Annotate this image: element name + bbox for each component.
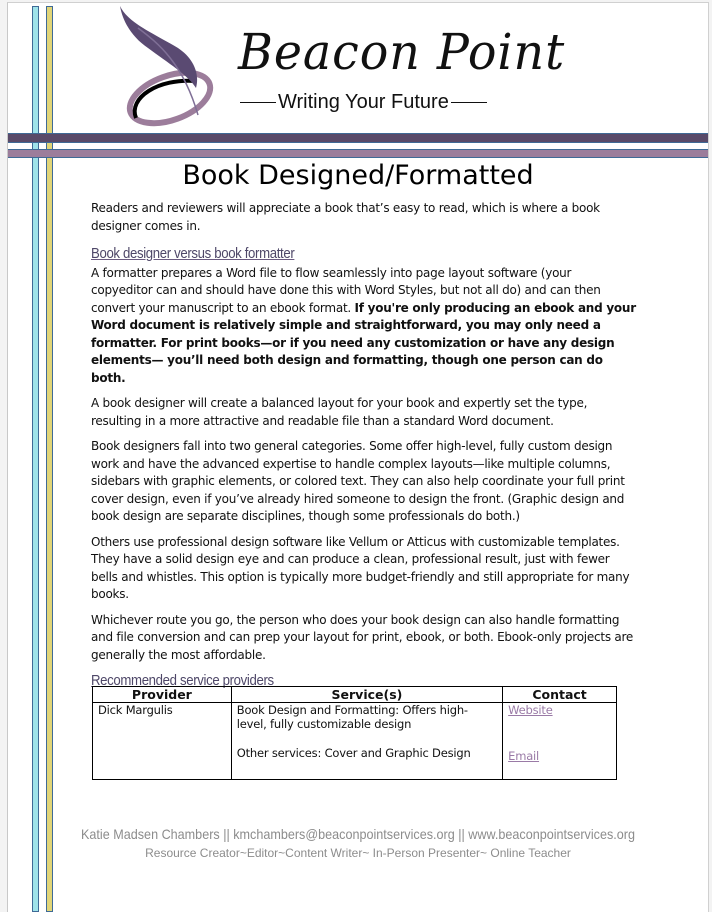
designer-paragraph: A book designer will create a balanced layout for your book and expertly set the type, resulting in a more attractive and readable file than a standard Word document.: [91, 396, 588, 428]
formatter-text: A formatter prepares a Word file to flow seamlessly into page layout software (your copyeditor can and should have done this with Word Styles, but not all do) and can then convert your manuscript to an ebook format.: [91, 265, 601, 315]
formatter-paragraph: [91, 265, 636, 388]
tagline-text: Writing Your Future: [278, 91, 449, 113]
header-contact: Contact: [503, 687, 617, 703]
document-page: [7, 2, 709, 912]
document-body: [91, 200, 636, 692]
header-provider: Provider: [93, 687, 232, 703]
website-link[interactable]: Website: [508, 703, 553, 717]
footer-contact-line: Katie Madsen Chambers || kmchambers@beaconpointservices.org || www.beaconpointservices.org: [81, 826, 635, 842]
contact-cell: [503, 703, 617, 780]
provider-cell: Dick Margulis: [93, 703, 232, 780]
page-title: Book Designed/Formatted: [182, 160, 534, 191]
route-paragraph: Whichever route you go, the person who does your book design can also handle formatting and file conversion and can prep your layout for print, ebook, or both. Ebook-only projects are generally the most affordable.: [91, 612, 634, 662]
software-paragraph: Others use professional design software like Vellum or Atticus with customizable templates. They have a solid design eye and can produce a clean, professional result, just with fewer bells and whistles. This option is typically more budget-friendly and still appropriate for many books.: [91, 534, 630, 601]
header-bar-light: [8, 149, 708, 158]
section-heading-providers: Recommended service providers: [91, 672, 274, 689]
logo-wordmark: Beacon Point: [238, 23, 566, 81]
table-row: [93, 703, 617, 780]
tagline-rule-left: [240, 102, 276, 104]
email-link[interactable]: Email: [508, 749, 540, 763]
section-heading-designer-vs-formatter: Book designer versus book formatter: [91, 245, 295, 262]
table-header-row: [93, 687, 617, 703]
beacon-point-logo: [108, 3, 568, 131]
formatter-bold-text: If you're only producing an ebook and your Word document is relatively simple and straightforward, you may only need a formatter. For print books—or if you need any customization or have any design elements— you’ll need both design and formatting, though one person can do both.: [91, 300, 636, 385]
services-cell: [231, 703, 502, 780]
logo-tagline: [238, 91, 489, 114]
service-other: Other services: Cover and Graphic Design: [236, 746, 471, 760]
categories-paragraph: Book designers fall into two general categories. Some offer high-level, fully custom design work and have the advanced expertise to handle complex layouts—like multiple columns, sidebars with graphic elements, or colored text. They can also help coordinate your full print cover design, even if you’ve already hired someone to design the front. (Graphic design and book design are separate disciplines, though some professionals do both.): [91, 439, 625, 523]
intro-paragraph: Readers and reviewers will appreciate a book that’s easy to read, which is where a book designer comes in.: [91, 201, 600, 233]
feather-quill-icon: [108, 3, 228, 131]
providers-table: [92, 686, 617, 780]
header-services: Service(s): [231, 687, 502, 703]
tagline-rule-right: [451, 102, 487, 104]
footer-roles-line: Resource Creator~Editor~Content Writer~ In-Person Presenter~ Online Teacher: [145, 846, 571, 860]
service-primary: Book Design and Formatting: Offers high-level, fully customizable design: [236, 703, 468, 731]
header-bar-dark: [8, 133, 708, 143]
